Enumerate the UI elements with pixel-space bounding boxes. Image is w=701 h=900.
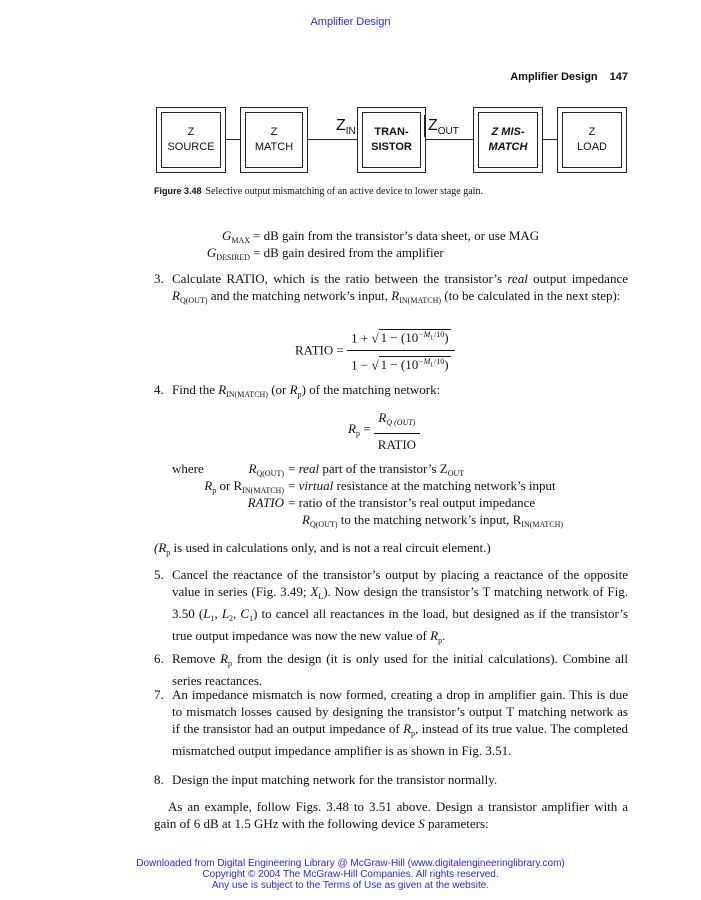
connector-line [541, 139, 557, 140]
step-number: 4. [154, 382, 164, 397]
z-in-marker [357, 115, 358, 137]
step-number: 7. [154, 687, 164, 702]
block-label: SISTOR [371, 141, 412, 153]
footer-terms-link[interactable]: Any use is subject to the Terms of Use as given at the website. [211, 880, 490, 891]
where-def-ratio-cont: $R_{Q(OUT)}$ to the matching network’s input, $R_{IN(MATCH)}$ [302, 512, 564, 529]
gdesired-symbol: $G_{DESIRED}$ [206, 245, 250, 262]
connector-line [306, 139, 358, 140]
step-number: 8. [154, 772, 164, 787]
figure-caption [154, 186, 483, 197]
step-number: 3. [154, 271, 164, 286]
block-z-load [557, 107, 627, 173]
where-symbol-rqout: $R_{Q(OUT)}$ [248, 461, 284, 478]
gmax-symbol: $G_{MAX}$ [221, 228, 250, 245]
block-z-mismatch [473, 107, 543, 173]
step-number: 6. [154, 651, 164, 666]
figure-number: Figure 3.48 [154, 186, 202, 196]
connector-line [225, 139, 241, 140]
block-label: Z [270, 126, 278, 138]
where-def-ratio: = ratio of the transistor’s real output impedance [288, 495, 536, 510]
z-out-marker [424, 115, 425, 137]
block-transistor [357, 107, 426, 173]
ratio-formula: RATIO = $\frac{1 + √ 1 - (10^{-M_L/10})}{1 - √ 1 - (10^{-M_L/10})}$ [295, 326, 455, 374]
step-number: 5. [154, 567, 164, 582]
where-label: where [172, 461, 204, 476]
step-8-text: Design the input matching network for the transistor normally. [172, 772, 498, 787]
block-label: TRAN- [374, 126, 409, 138]
block-z-source [156, 107, 226, 173]
footer-download-link[interactable]: Downloaded from Digital Engineering Library @ McGraw-Hill (www.digitalengineeringlibrary.com) [136, 858, 565, 869]
footer-copyright: Copyright © 2004 The McGraw-Hill Companies. All rights reserved. [202, 869, 499, 880]
step-3-text: Calculate RATIO, which is the ratio between the transistor’s real output impedance $R_{Q(OUT)}$ and the matching network’s input, $R_{IN(MATCH)}$ (to be calculated in the next step): [172, 271, 628, 305]
step-5-text: Cancel the reactance of the transistor’s output by placing a reactance of the opposite value in series (Fig. 3.49; $X_L$). Now design the transistor’s T matching network of Fig. 3.50 ($L_1$, $L_2$, $C_1$) to cancel all reactances in the load, but designed as if the transistor’s true output impedance was now the new value of $R_p$. [172, 567, 628, 645]
block-label: SOURCE [167, 141, 215, 153]
top-link[interactable]: Amplifier Design [310, 16, 391, 28]
rp-formula: $R_p$ = $\frac{R_{Q (OUT)}}{\text{RATIO}}$ [348, 409, 420, 453]
where-def-rp: = virtual resistance at the matching network’s input [288, 478, 556, 493]
gmax-definition: = dB gain from the transistor’s data sheet, or use MAG [253, 228, 540, 243]
block-label: MATCH [254, 141, 294, 153]
where-def-rqout: = real part of the transistor’s $Z_{OUT}$ [288, 461, 465, 478]
footer [0, 858, 701, 891]
step-7-text: An impedance mismatch is now formed, creating a drop in amplifier gain. This is due to mismatch losses caused by designing the transistor’s output T matching network as if the transistor had an output impedance of $R_p$, instead of its true value. The completed mismatched output impedance amplifier is as shown in Fig. 3.51. [172, 687, 628, 758]
block-label: Z [187, 126, 195, 138]
z-in-label: $Z_{IN}$ [336, 117, 356, 138]
z-out-label: $Z_{OUT}$ [428, 117, 459, 138]
running-head-title: Amplifier Design [510, 71, 598, 83]
gdesired-definition: = dB gain desired from the amplifier [253, 245, 444, 260]
block-label: Z MIS- [491, 126, 525, 138]
rp-note: ($R_p$ is used in calculations only, and is not a real circuit element.) [154, 540, 491, 557]
connector-line [424, 139, 473, 140]
running-head [510, 71, 628, 83]
block-label: MATCH [488, 141, 528, 153]
example-paragraph: As an example, follow Figs. 3.48 to 3.51 above. Design a transistor amplifier with a gain of 6 dB at 1.5 GHz with the following device S parameters: [154, 799, 628, 831]
where-symbol-rp: $R_p$ or $R_{IN(MATCH)}$ [204, 478, 284, 495]
block-label: LOAD [577, 141, 607, 153]
caption-text: Selective output mismatching of an active device to lower stage gain. [205, 186, 483, 197]
step-6-text: Remove $R_p$ from the design (it is only used for the initial calculations). Combine all series reactances. [172, 651, 628, 688]
ratio-fraction: $\frac{1 + √ 1 - (10^{-M_L/10})}{1 - √ 1 - (10^{-M_L/10})}$ [347, 326, 454, 374]
block-z-match [240, 107, 308, 173]
step-4-text: Find the $R_{IN(MATCH)}$ (or $R_p$) of the matching network: [172, 382, 441, 399]
rp-fraction: $\frac{R_{Q (OUT)}}{\text{RATIO}}$ [374, 409, 420, 453]
where-symbol-ratio: RATIO [247, 495, 284, 510]
page-number: 147 [609, 71, 628, 83]
block-label: Z [588, 126, 596, 138]
